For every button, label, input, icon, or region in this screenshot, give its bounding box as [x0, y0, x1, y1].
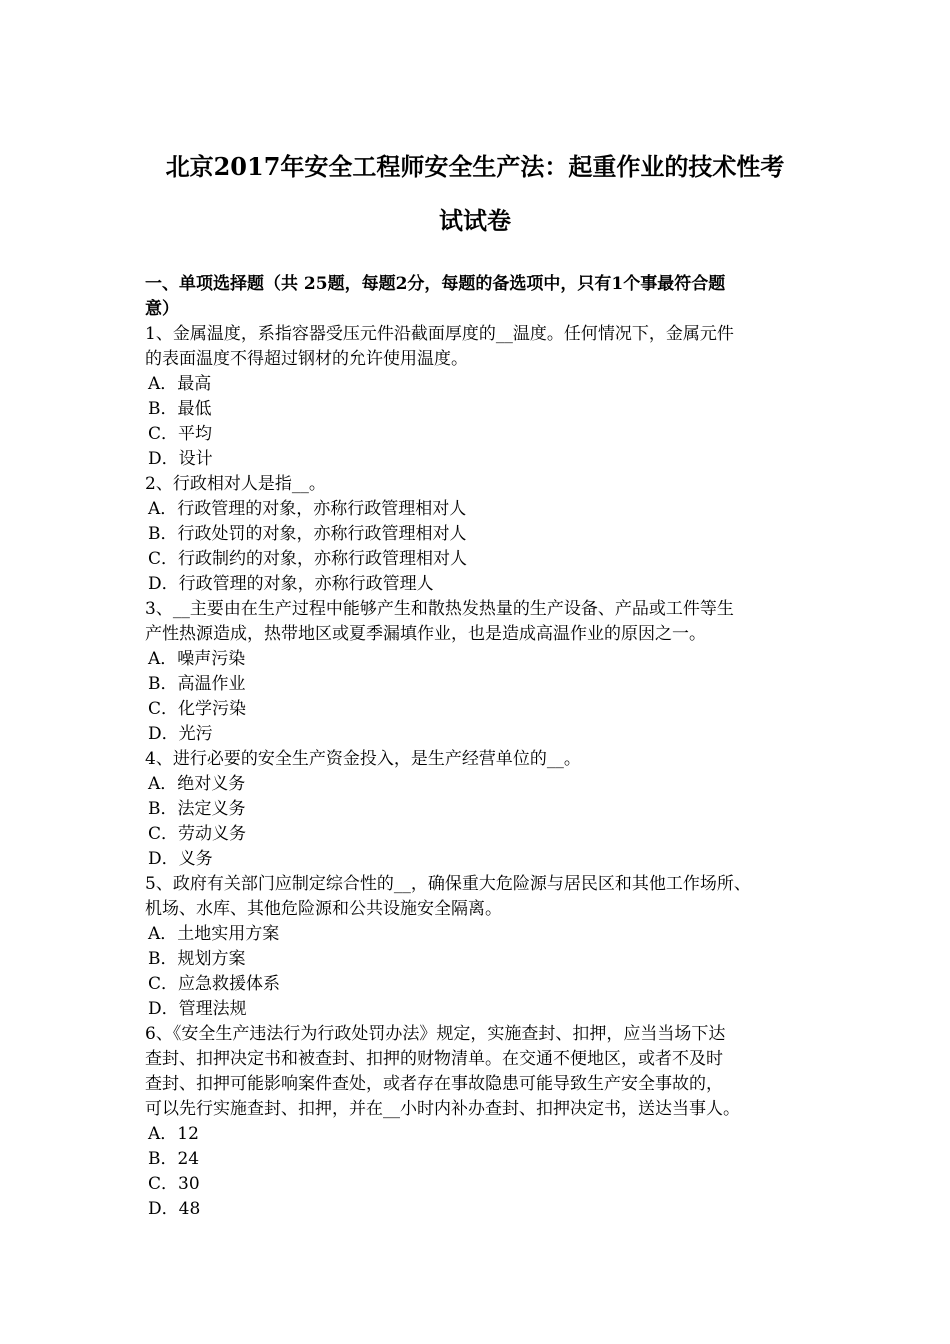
document-title-line-1: 北京2017年安全工程师安全生产法：起重作业的技术性考	[165, 152, 785, 181]
question-4	[145, 747, 825, 872]
question-1	[145, 322, 825, 472]
option-c: C．化学污染	[148, 699, 247, 719]
option-a: A．噪声污染	[148, 649, 246, 669]
option-a: A．行政管理的对象，亦称行政管理相对人	[148, 499, 467, 519]
question-text: 查封、扣押决定书和被查封、扣押的财物清单。在交通不便地区，或者不及时	[145, 1049, 723, 1069]
option-a: A．最高	[148, 374, 212, 394]
option-d: D．光污	[148, 724, 213, 744]
option-d: D．义务	[148, 849, 213, 869]
question-text: 的表面温度不得超过钢材的允许使用温度。	[145, 349, 468, 369]
document-body	[145, 272, 825, 1222]
section-heading: 一、单项选择题（共 25题，每题2分，每题的备选项中，只有1个事最符合题	[145, 274, 726, 294]
question-text: 机场、水库、其他危险源和公共设施安全隔离。	[145, 899, 502, 919]
option-c: C．30	[148, 1174, 200, 1194]
question-6	[145, 1022, 825, 1222]
question-text: 查封、扣押可能影响案件查处，或者存在事故隐患可能导致生产安全事故的，	[145, 1074, 723, 1094]
section-heading-continued: 意）	[145, 299, 179, 319]
question-text: 5、政府有关部门应制定综合性的__，确保重大危险源与居民区和其他工作场所、	[145, 874, 751, 894]
question-text: 3、__主要由在生产过程中能够产生和散热发热量的生产设备、产品或工件等生	[145, 599, 734, 619]
question-2	[145, 472, 825, 597]
question-text: 可以先行实施查封、扣押，并在__小时内补办查封、扣押决定书，送达当事人。	[145, 1099, 740, 1119]
question-3	[145, 597, 825, 747]
option-d: D．管理法规	[148, 999, 247, 1019]
option-a: A．绝对义务	[148, 774, 246, 794]
document-title-line-2: 试试卷	[439, 206, 511, 235]
question-text: 产性热源造成，热带地区或夏季漏填作业，也是造成高温作业的原因之一。	[145, 624, 706, 644]
question-text: 6、《安全生产违法行为行政处罚办法》规定，实施查封、扣押，应当当场下达	[145, 1024, 726, 1044]
option-c: C．应急救援体系	[148, 974, 281, 994]
option-b: B．24	[148, 1149, 200, 1169]
question-text: 2、行政相对人是指__。	[145, 474, 326, 494]
question-5	[145, 872, 825, 1022]
option-c: C．行政制约的对象，亦称行政管理相对人	[148, 549, 468, 569]
question-text: 1、金属温度，系指容器受压元件沿截面厚度的__温度。任何情况下，金属元件	[145, 324, 734, 344]
option-d: D．48	[148, 1199, 201, 1219]
option-b: B．法定义务	[148, 799, 246, 819]
option-b: B．行政处罚的对象，亦称行政管理相对人	[148, 524, 467, 544]
question-text: 4、进行必要的安全生产资金投入，是生产经营单位的__。	[145, 749, 581, 769]
option-c: C．平均	[148, 424, 213, 444]
option-d: D．设计	[148, 449, 213, 469]
option-a: A．土地实用方案	[148, 924, 280, 944]
option-d: D．行政管理的对象，亦称行政管理人	[148, 574, 434, 594]
option-c: C．劳动义务	[148, 824, 247, 844]
option-b: B．高温作业	[148, 674, 246, 694]
option-a: A．12	[148, 1124, 199, 1144]
option-b: B．规划方案	[148, 949, 246, 969]
option-b: B．最低	[148, 399, 212, 419]
